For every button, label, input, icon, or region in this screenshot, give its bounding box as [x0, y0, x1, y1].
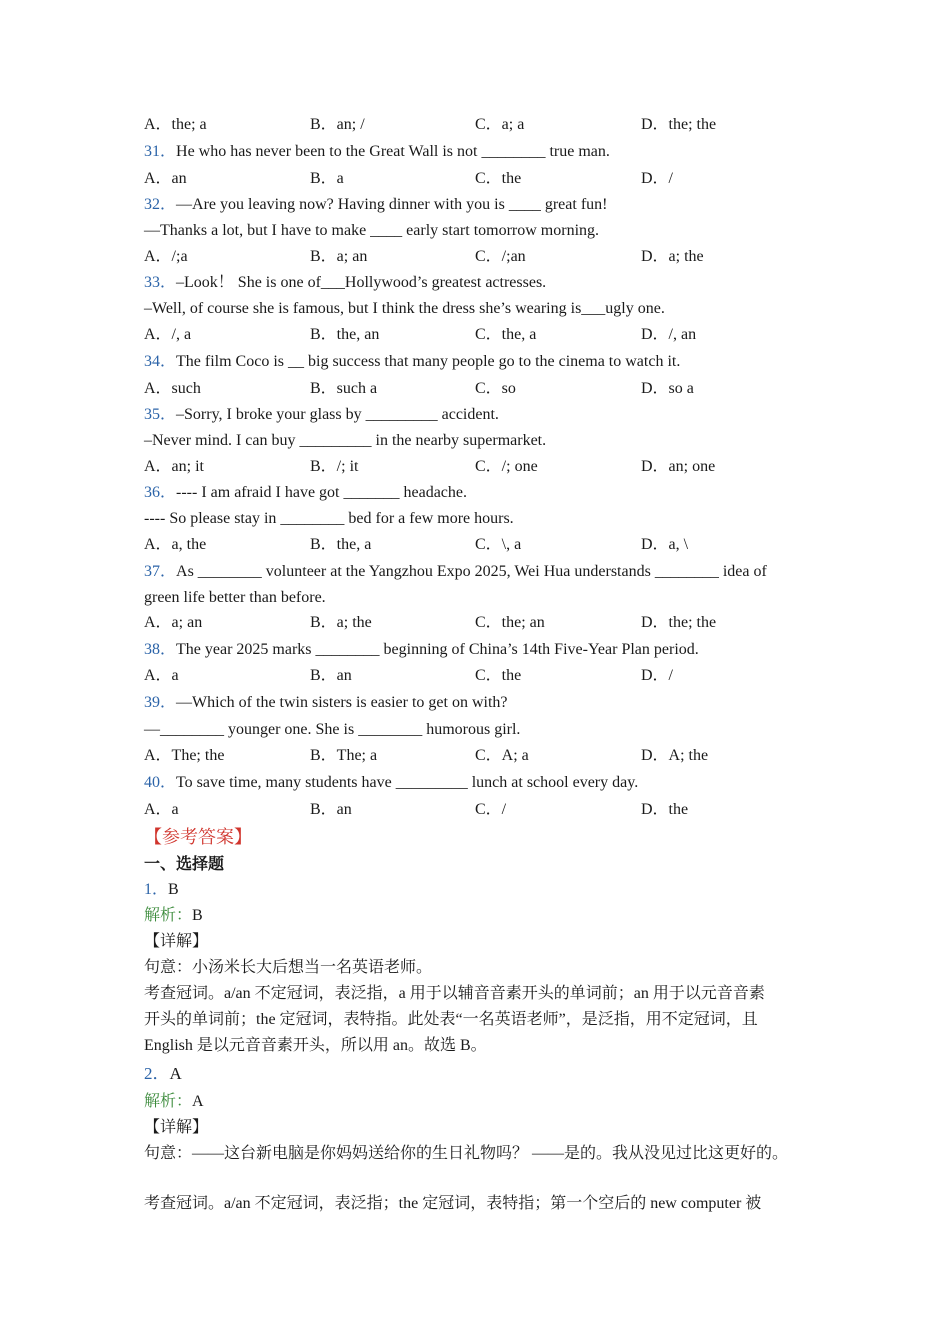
- option-c: C．/: [475, 801, 507, 818]
- option-d: D．a, \: [641, 536, 689, 553]
- answer-1-detail-label: 【详解】: [144, 933, 209, 950]
- question-text: The film Coco is __ big success that many people go to the cinema to watch it.: [176, 353, 681, 370]
- analysis-label: 解析：: [144, 907, 193, 924]
- question-number: 39．: [144, 694, 177, 711]
- option-a: A．a: [144, 801, 179, 818]
- option-a: A．/;a: [144, 248, 188, 265]
- question-number: 33．: [144, 274, 177, 291]
- option-b: B．The; a: [310, 747, 378, 764]
- answer-2-analysis: [144, 1091, 834, 1113]
- question-number: 35．: [144, 406, 177, 423]
- question-text: As ________ volunteer at the Yangzhou Expo 2025, Wei Hua understands ________ idea of: [176, 563, 767, 580]
- question-32: [144, 194, 834, 216]
- question-37-line2: green life better than before.: [144, 589, 326, 606]
- question-text: ---- I am afraid I have got _______ headache.: [176, 484, 467, 501]
- answer-2: [144, 1063, 834, 1085]
- answer-2-detail-line: 考查冠词。a/an 不定冠词，表泛指；the 定冠词，表特指；第一个空后的 new computer 被: [144, 1195, 762, 1212]
- question-text: He who has never been to the Great Wall is not ________ true man.: [176, 143, 610, 160]
- question-35-line2: –Never mind. I can buy _________ in the nearby supermarket.: [144, 432, 547, 449]
- option-c: C．/;an: [475, 248, 526, 265]
- question-39-line2: —________ younger one. She is ________ humorous girl.: [144, 721, 521, 738]
- option-d: D．an; one: [641, 458, 716, 475]
- question-number: 31．: [144, 143, 177, 160]
- option-b: B．a; the: [310, 614, 372, 631]
- option-a: A．an; it: [144, 458, 204, 475]
- option-b: B．an: [310, 667, 352, 684]
- answer-1-detail-line: 句意：小汤米长大后想当一名英语老师。: [144, 959, 433, 976]
- question-text: –Look！ She is one of___Hollywood’s greatest actresses.: [176, 274, 547, 291]
- option-a: A．/, a: [144, 326, 192, 343]
- question-33: [144, 272, 834, 294]
- option-d: D．the: [641, 801, 689, 818]
- option-d: D．the; the: [641, 116, 717, 133]
- answer-2-detail-line: 句意：——这台新电脑是你妈妈送给你的生日礼物吗？ ——是的。我从没见过比这更好的。: [144, 1145, 789, 1162]
- question-39: [144, 692, 834, 714]
- question-40: [144, 772, 834, 794]
- question-number: 34．: [144, 353, 177, 370]
- option-b: B．the, a: [310, 536, 372, 553]
- option-a: A．The; the: [144, 747, 225, 764]
- option-d: D．the; the: [641, 614, 717, 631]
- question-text: To save time, many students have _________ lunch at school every day.: [176, 774, 639, 791]
- analysis-value: A: [192, 1093, 204, 1110]
- question-number: 36．: [144, 484, 177, 501]
- option-d: D．/: [641, 667, 674, 684]
- question-37: [144, 561, 834, 583]
- section-title: 一、选择题: [144, 856, 225, 873]
- analysis-label: 解析：: [144, 1093, 193, 1110]
- option-d: D．A; the: [641, 747, 709, 764]
- answer-1-detail-line: 开头的单词前；the 定冠词，表特指。此处表“一名英语老师”，是泛指，用不定冠词，且: [144, 1011, 758, 1028]
- question-36: [144, 482, 834, 504]
- option-a: A．the; a: [144, 116, 207, 133]
- question-text: —Are you leaving now? Having dinner with you is ____ great fun!: [176, 196, 608, 213]
- option-c: C．\, a: [475, 536, 522, 553]
- answer-2-detail-label: 【详解】: [144, 1119, 209, 1136]
- option-d: D．so a: [641, 380, 694, 397]
- option-c: C．the: [475, 170, 522, 187]
- option-d: D．/, an: [641, 326, 697, 343]
- option-c: C．the, a: [475, 326, 537, 343]
- option-a: A．an: [144, 170, 187, 187]
- option-b: B．a: [310, 170, 344, 187]
- option-d: D．/: [641, 170, 674, 187]
- question-number: 38．: [144, 641, 177, 658]
- question-36-line2: ---- So please stay in ________ bed for a few more hours.: [144, 510, 514, 527]
- answer-number: 1．: [144, 881, 169, 898]
- question-text: The year 2025 marks ________ beginning of China’s 14th Five-Year Plan period.: [176, 641, 699, 658]
- option-d: D．a; the: [641, 248, 704, 265]
- option-a: A．a; an: [144, 614, 203, 631]
- answer-1-detail-line: 考查冠词。a/an 不定冠词，表泛指，a 用于以辅音音素开头的单词前；an 用于以元音音素: [144, 985, 765, 1002]
- option-b: B．an; /: [310, 116, 365, 133]
- option-b: B．/; it: [310, 458, 359, 475]
- option-a: A．such: [144, 380, 201, 397]
- answer-key-header: 【参考答案】: [144, 827, 252, 847]
- option-c: C．/; one: [475, 458, 538, 475]
- option-c: C．the; an: [475, 614, 545, 631]
- answer-value: A: [169, 1064, 182, 1083]
- answer-1: [144, 879, 834, 901]
- option-c: C．the: [475, 667, 522, 684]
- option-c: C．so: [475, 380, 516, 397]
- question-38: [144, 639, 834, 661]
- question-35: [144, 404, 834, 426]
- answer-1-detail-line: English 是以元音音素开头，所以用 an。故选 B。: [144, 1037, 487, 1054]
- analysis-value: B: [192, 907, 203, 924]
- answer-number: 2．: [144, 1064, 170, 1083]
- option-b: B．the, an: [310, 326, 380, 343]
- option-b: B．an: [310, 801, 352, 818]
- question-31: [144, 141, 834, 163]
- answer-1-analysis: [144, 905, 834, 927]
- option-c: C．a; a: [475, 116, 525, 133]
- question-32-line2: —Thanks a lot, but I have to make ____ early start tomorrow morning.: [144, 222, 600, 239]
- option-c: C．A; a: [475, 747, 529, 764]
- option-a: A．a: [144, 667, 179, 684]
- question-number: 32．: [144, 196, 177, 213]
- option-a: A．a, the: [144, 536, 207, 553]
- question-text: —Which of the twin sisters is easier to get on with?: [176, 694, 508, 711]
- question-number: 37．: [144, 563, 177, 580]
- option-b: B．a; an: [310, 248, 368, 265]
- question-text: –Sorry, I broke your glass by _________ accident.: [176, 406, 499, 423]
- option-b: B．such a: [310, 380, 378, 397]
- question-number: 40．: [144, 774, 177, 791]
- answer-value: B: [168, 881, 179, 898]
- question-34: [144, 351, 834, 373]
- question-33-line2: –Well, of course she is famous, but I think the dress she’s wearing is___ugly one.: [144, 300, 665, 317]
